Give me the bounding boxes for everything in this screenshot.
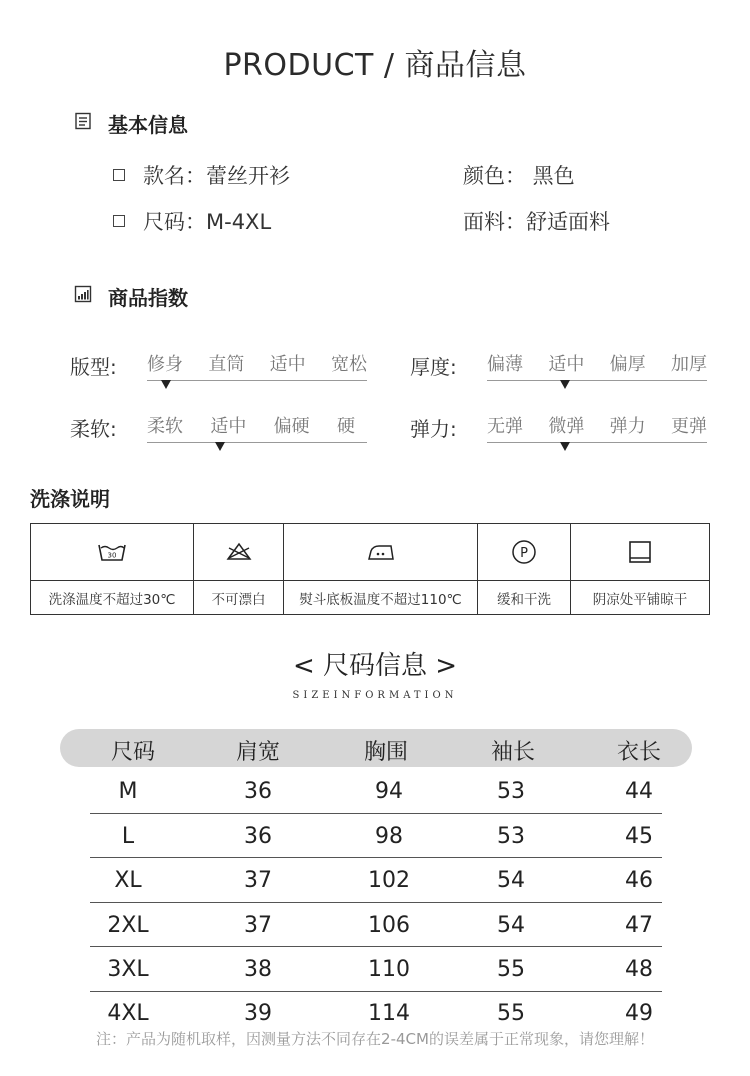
product-size: 尺码：M-4XL bbox=[143, 210, 272, 234]
size-cell: L bbox=[121, 824, 135, 849]
wash-item bbox=[284, 524, 478, 614]
size-cell: 47 bbox=[625, 913, 653, 938]
svg-text:30: 30 bbox=[107, 551, 117, 560]
size-cell: 98 bbox=[375, 824, 403, 849]
wash-item-text: 不可漂白 bbox=[211, 591, 266, 608]
fit-option: 宽松 bbox=[330, 354, 367, 375]
size-cell: 38 bbox=[244, 957, 272, 982]
size-cell: 53 bbox=[497, 824, 525, 849]
wash-item-text: 洗涤温度不超过30℃ bbox=[48, 591, 176, 608]
elasticity-option: 无弹 bbox=[487, 416, 523, 437]
softness-marker-icon bbox=[215, 442, 225, 451]
thickness-option: 适中 bbox=[548, 354, 585, 375]
fit-label: 版型: bbox=[70, 355, 117, 379]
size-cell: 2XL bbox=[107, 913, 149, 938]
svg-text:P: P bbox=[520, 546, 528, 561]
fit-scale-line bbox=[147, 380, 367, 381]
softness-option: 偏硬 bbox=[273, 416, 310, 437]
fit-option: 修身 bbox=[147, 354, 183, 375]
size-cell: 44 bbox=[625, 779, 653, 804]
thickness-label: 厚度: bbox=[410, 355, 457, 379]
size-cell: 36 bbox=[244, 824, 272, 849]
product-fabric: 面料：舒适面料 bbox=[463, 210, 610, 234]
fit-option: 适中 bbox=[269, 354, 306, 375]
size-cell: 110 bbox=[368, 957, 410, 982]
signal-bars-icon bbox=[74, 285, 92, 307]
size-cell: 55 bbox=[497, 1001, 525, 1026]
row-divider bbox=[90, 946, 662, 947]
size-header-cell: 尺码 bbox=[110, 740, 155, 765]
size-cell: 3XL bbox=[107, 957, 149, 982]
size-header-cell: 袖长 bbox=[490, 740, 535, 765]
fit-option: 直筒 bbox=[208, 354, 245, 375]
thickness-option: 加厚 bbox=[670, 354, 707, 375]
size-cell: 114 bbox=[368, 1001, 410, 1026]
dry-clean-p-icon bbox=[478, 524, 570, 581]
thickness-marker-icon bbox=[560, 380, 570, 389]
size-cell: 102 bbox=[368, 868, 410, 893]
iron-icon bbox=[284, 524, 477, 581]
basic-size-row bbox=[113, 206, 271, 236]
softness-option: 硬 bbox=[336, 416, 355, 437]
wash-30-icon bbox=[31, 524, 193, 581]
size-cell: 46 bbox=[625, 868, 653, 893]
product-name: 款名：蕾丝开衫 bbox=[143, 164, 290, 188]
page-title: PRODUCT / 商品信息 bbox=[223, 48, 527, 83]
document-icon bbox=[74, 112, 92, 134]
elasticity-marker-icon bbox=[560, 442, 570, 451]
thickness-scale bbox=[487, 350, 707, 384]
wash-item bbox=[571, 524, 709, 614]
measurement-note: 注：产品为随机取样，因测量方法不同存在2-4CM的误差属于正常现象，请您理解！ bbox=[96, 1030, 654, 1048]
wash-item-text: 阴凉处平铺晾干 bbox=[592, 591, 688, 608]
elasticity-scale-line bbox=[487, 442, 707, 443]
size-header-cell: 肩宽 bbox=[235, 740, 280, 765]
size-cell: 37 bbox=[244, 913, 272, 938]
basic-name-row bbox=[113, 160, 290, 190]
product-color: 颜色： 黑色 bbox=[463, 164, 575, 188]
elasticity-scale bbox=[487, 412, 707, 446]
size-cell: 49 bbox=[625, 1001, 653, 1026]
size-cell: 94 bbox=[375, 779, 403, 804]
row-divider bbox=[90, 991, 662, 992]
wash-item bbox=[31, 524, 194, 614]
size-cell: 37 bbox=[244, 868, 272, 893]
wash-item-text: 缓和干洗 bbox=[497, 591, 551, 608]
wash-heading: 洗涤说明 bbox=[30, 487, 110, 511]
size-cell: 54 bbox=[497, 868, 525, 893]
wash-item bbox=[194, 524, 284, 614]
dry-flat-shade-icon bbox=[571, 524, 709, 581]
row-divider bbox=[90, 813, 662, 814]
basic-info-heading: 基本信息 bbox=[108, 113, 188, 137]
wash-table bbox=[30, 523, 710, 615]
elasticity-label: 弹力: bbox=[410, 417, 457, 441]
size-cell: 39 bbox=[244, 1001, 272, 1026]
thickness-option: 偏薄 bbox=[487, 354, 523, 375]
softness-label: 柔软: bbox=[70, 417, 117, 441]
size-header-cell: 胸围 bbox=[363, 740, 408, 765]
size-cell: 48 bbox=[625, 957, 653, 982]
elasticity-option: 微弹 bbox=[548, 416, 585, 437]
thickness-scale-line bbox=[487, 380, 707, 381]
size-cell: 53 bbox=[497, 779, 525, 804]
no-bleach-icon bbox=[194, 524, 283, 581]
wash-item bbox=[478, 524, 571, 614]
size-cell: 54 bbox=[497, 913, 525, 938]
size-header-cell: 衣长 bbox=[616, 740, 661, 765]
softness-option: 柔软 bbox=[147, 416, 183, 437]
softness-scale-line bbox=[147, 442, 367, 443]
row-divider bbox=[90, 902, 662, 903]
size-cell: 106 bbox=[368, 913, 410, 938]
row-divider bbox=[90, 857, 662, 858]
elasticity-option: 弹力 bbox=[609, 416, 646, 437]
size-cell: 45 bbox=[625, 824, 653, 849]
index-heading: 商品指数 bbox=[108, 286, 188, 310]
elasticity-option: 更弹 bbox=[670, 416, 707, 437]
softness-option: 适中 bbox=[210, 416, 247, 437]
checkbox-icon bbox=[113, 169, 125, 181]
wash-item-text: 熨斗底板温度不超过110℃ bbox=[299, 591, 462, 608]
size-cell: 4XL bbox=[107, 1001, 149, 1026]
size-cell: M bbox=[118, 779, 138, 804]
fit-scale bbox=[147, 350, 367, 384]
size-info-title: < 尺码信息 > bbox=[292, 651, 458, 681]
fit-marker-icon bbox=[161, 380, 171, 389]
size-cell: 55 bbox=[497, 957, 525, 982]
checkbox-icon bbox=[113, 215, 125, 227]
size-info-subtitle: SIZEINFORMATION bbox=[292, 690, 458, 701]
softness-scale bbox=[147, 412, 367, 446]
size-cell: XL bbox=[114, 868, 142, 893]
size-cell: 36 bbox=[244, 779, 272, 804]
thickness-option: 偏厚 bbox=[609, 354, 646, 375]
